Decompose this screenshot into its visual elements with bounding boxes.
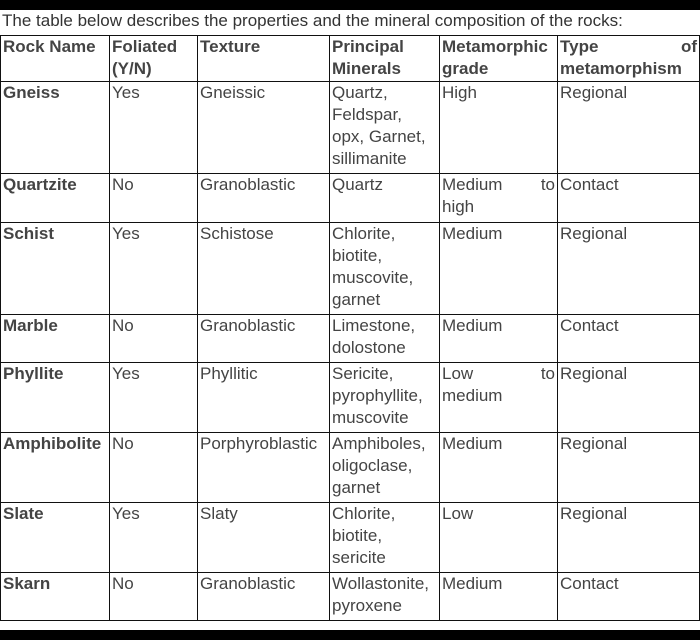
- texture-cell: Granoblastic: [198, 174, 330, 223]
- document-page: [0, 10, 700, 630]
- table-row: [1, 223, 700, 315]
- principal-minerals-cell: Limestone, dolostone: [330, 315, 440, 363]
- foliated-cell: No: [110, 573, 198, 621]
- foliated-cell: Yes: [110, 503, 198, 573]
- principal-minerals-cell: Chlorite, biotite, sericite: [330, 503, 440, 573]
- table-row: [1, 503, 700, 573]
- header-type-of-metamorphism: Type of metamorphism: [558, 36, 700, 82]
- rock-name-cell: Skarn: [1, 573, 110, 621]
- foliated-cell: Yes: [110, 223, 198, 315]
- metamorphism-type-cell: Regional: [558, 223, 700, 315]
- metamorphic-grade-cell: Low: [440, 503, 558, 573]
- rock-name-cell: Slate: [1, 503, 110, 573]
- metamorphism-type-cell: Regional: [558, 363, 700, 433]
- rock-name-cell: Quartzite: [1, 174, 110, 223]
- principal-minerals-cell: Quartz, Feldspar, opx, Garnet, sillimanite: [330, 82, 440, 174]
- metamorphic-grade-cell: Medium: [440, 315, 558, 363]
- metamorphic-grade-cell: Low to medium: [440, 363, 558, 433]
- table-row: [1, 82, 700, 174]
- metamorphism-type-cell: Contact: [558, 315, 700, 363]
- table-row: [1, 573, 700, 621]
- foliated-cell: No: [110, 174, 198, 223]
- table-row: [1, 363, 700, 433]
- principal-minerals-cell: Chlorite, biotite, muscovite, garnet: [330, 223, 440, 315]
- rock-name-cell: Gneiss: [1, 82, 110, 174]
- texture-cell: Granoblastic: [198, 315, 330, 363]
- bottom-bar: [0, 630, 700, 640]
- metamorphic-grade-cell: Medium: [440, 573, 558, 621]
- rock-name-cell: Amphibolite: [1, 433, 110, 503]
- rock-properties-table: [0, 35, 700, 621]
- header-texture: Texture: [198, 36, 330, 82]
- metamorphism-type-cell: Contact: [558, 174, 700, 223]
- texture-cell: Slaty: [198, 503, 330, 573]
- metamorphism-type-cell: Regional: [558, 433, 700, 503]
- table-caption: The table below describes the properties and the mineral composition of the rocks:: [2, 11, 623, 30]
- texture-cell: Granoblastic: [198, 573, 330, 621]
- table-body: [1, 82, 700, 621]
- metamorphism-type-cell: Contact: [558, 573, 700, 621]
- metamorphic-grade-cell: Medium: [440, 223, 558, 315]
- principal-minerals-cell: Wollastonite, pyroxene: [330, 573, 440, 621]
- metamorphic-grade-cell: Medium to high: [440, 174, 558, 223]
- rock-name-cell: Phyllite: [1, 363, 110, 433]
- foliated-cell: Yes: [110, 363, 198, 433]
- texture-cell: Phyllitic: [198, 363, 330, 433]
- table-row: [1, 315, 700, 363]
- foliated-cell: No: [110, 433, 198, 503]
- header-principal-minerals: Principal Minerals: [330, 36, 440, 82]
- foliated-cell: Yes: [110, 82, 198, 174]
- metamorphic-grade-cell: High: [440, 82, 558, 174]
- metamorphism-type-cell: Regional: [558, 503, 700, 573]
- table-row: [1, 433, 700, 503]
- principal-minerals-cell: Amphiboles, oligoclase, garnet: [330, 433, 440, 503]
- rock-name-cell: Marble: [1, 315, 110, 363]
- metamorphic-grade-cell: Medium: [440, 433, 558, 503]
- header-metamorphic-grade: Metamorphic grade: [440, 36, 558, 82]
- texture-cell: Porphyroblastic: [198, 433, 330, 503]
- table-row: [1, 174, 700, 223]
- foliated-cell: No: [110, 315, 198, 363]
- header-foliated: Foliated (Y/N): [110, 36, 198, 82]
- texture-cell: Gneissic: [198, 82, 330, 174]
- texture-cell: Schistose: [198, 223, 330, 315]
- metamorphism-type-cell: Regional: [558, 82, 700, 174]
- header-rock-name: Rock Name: [1, 36, 110, 82]
- principal-minerals-cell: Sericite, pyrophyllite, muscovite: [330, 363, 440, 433]
- rock-name-cell: Schist: [1, 223, 110, 315]
- table-header-row: [1, 36, 700, 82]
- principal-minerals-cell: Quartz: [330, 174, 440, 223]
